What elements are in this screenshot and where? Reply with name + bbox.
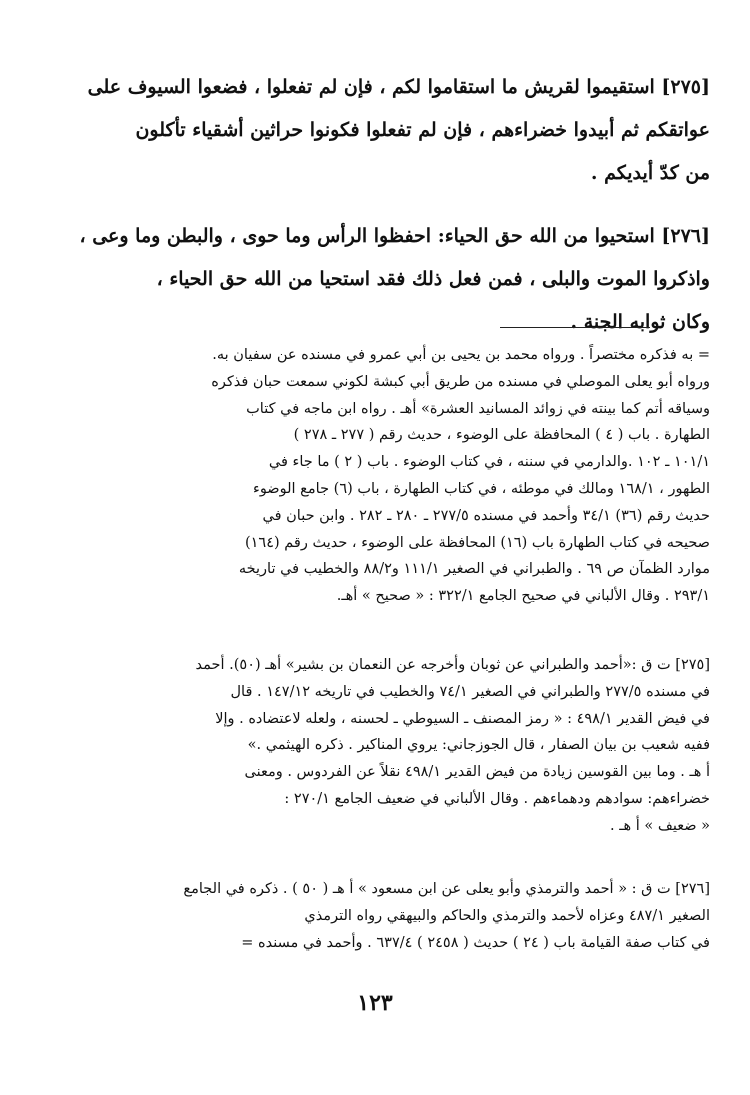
footnote-line: أ هـ . وما بين القوسين زيادة من فيض القدير ٤٩٨/١ نقلاً عن الفردوس . ومعنى xyxy=(244,764,710,781)
text-line: [٢٧٥] استقيموا لقريش ما استقاموا لكم ، فإن لم تفعلوا ، فضعوا السيوف على xyxy=(87,76,710,98)
text-line: واذكروا الموت والبلى ، فمن فعل ذلك فقد استحيا من الله حق الحياء ، xyxy=(156,268,710,290)
hadith-276 xyxy=(60,215,710,344)
footnote-line: في فيض القدير ٤٩٨/١ : « رمز المصنف ـ السيوطي ـ لحسنه ، ولعله لاعتضاده . وإلا xyxy=(215,710,710,727)
footnote-line: = به فذكره مختصراً . ورواه محمد بن يحيى بن أبي عمرو في مسنده عن سفيان به. xyxy=(212,347,710,363)
footnote-line: ففيه شعيب بن بيان الصفار ، قال الجوزجاني: يروي المناكير . ذكره الهيثمي .» xyxy=(247,737,710,754)
footnote-line: وسياقه أتم كما بينته في زوائد المسانيد العشرة» أهـ . رواه ابن ماجه في كتاب xyxy=(246,400,710,417)
hadith-275 xyxy=(60,66,710,195)
footnote-line: الصغير ٤٨٧/١ وعزاه لأحمد والترمذي والحاكم والبيهقي رواه الترمذي xyxy=(304,907,710,924)
footnote-276 xyxy=(60,876,710,956)
footnote-continuation xyxy=(60,342,710,610)
footnote-line: ١٠١/١ ـ ١٠٢ .والدارمي في سننه ، في كتاب الوضوء . باب ( ٢ ) ما جاء في xyxy=(268,454,710,471)
page-number: ١٢٣ xyxy=(357,990,393,1016)
footnote-line: في كتاب صفة القيامة باب ( ٢٤ ) حديث ( ٢٤٥٨ ) ٦٣٧/٤ . وأحمد في مسنده = xyxy=(241,934,710,951)
main-text xyxy=(60,66,710,364)
footnote-275 xyxy=(60,652,710,840)
footnote-line: حديث رقم (٣٦) ٣٤/١ وأحمد في مسنده ٢٧٧/٥ ـ ٢٨٠ ـ ٢٨٢ . وابن حبان في xyxy=(262,507,710,524)
footnote-line: [٢٧٥] ت ق :«أحمد والطبراني عن ثوبان وأخرجه عن النعمان بن بشير» أهـ (٥٠). أحمد xyxy=(195,657,710,673)
footnote-line: ٢٩٣/١ . وقال الألباني في صحيح الجامع ٣٢٢/١ : « صحيح » أهـ. xyxy=(336,588,710,605)
text-line: وكان ثوابه الجنة . xyxy=(570,311,710,333)
text-line: عواتقكم ثم أبيدوا خضراءهم ، فإن لم تفعلوا فكونوا حراثين أشقياء تأكلون xyxy=(135,119,710,141)
footnote-line: خضراءهم: سوادهم ودهماءهم . وقال الألباني في ضعيف الجامع ٢٧٠/١ : xyxy=(284,790,710,807)
footnote-line: موارد الظمآن ص ٦٩ . والطبراني في الصغير ١١١/١ و٨٨/٢ والخطيب في تاريخه xyxy=(238,561,710,578)
footnote-line: ورواه أبو يعلى الموصلي في مسنده من طريق أبي كبشة لكوني سمعت حبان فذكره xyxy=(211,373,710,390)
footnote-line: [٢٧٦] ت ق : « أحمد والترمذي وأبو يعلى عن ابن مسعود » أ هـ ( ٥٠ ) . ذكره في الجامع xyxy=(183,881,710,897)
footnote-line: « ضعيف » أ هـ . xyxy=(609,817,710,834)
footnote-line: الطهارة . باب ( ٤ ) المحافظة على الوضوء ، حديث رقم ( ٢٧٧ ـ ٢٧٨ ) xyxy=(293,427,710,444)
text-line: من كدّ أيديكم . xyxy=(590,162,710,184)
footnote-line: صحيحه في كتاب الطهارة باب (١٦) المحافظة على الوضوء ، حديث رقم (١٦٤) xyxy=(244,534,710,551)
footnote-separator xyxy=(500,327,650,328)
footnote-line: الطهور ، ١٦٨/١ ومالك في موطئه ، في كتاب الطهارة ، باب (٦) جامع الوضوء xyxy=(253,480,710,497)
footnote-line: في مسنده ٢٧٧/٥ والطبراني في الصغير ٧٤/١ والخطيب في تاريخه ١٤٧/١٢ . قال xyxy=(230,683,710,700)
text-line: [٢٧٦] استحيوا من الله حق الحياء: احفظوا الرأس وما حوى ، والبطن وما وعى ، xyxy=(79,225,710,247)
